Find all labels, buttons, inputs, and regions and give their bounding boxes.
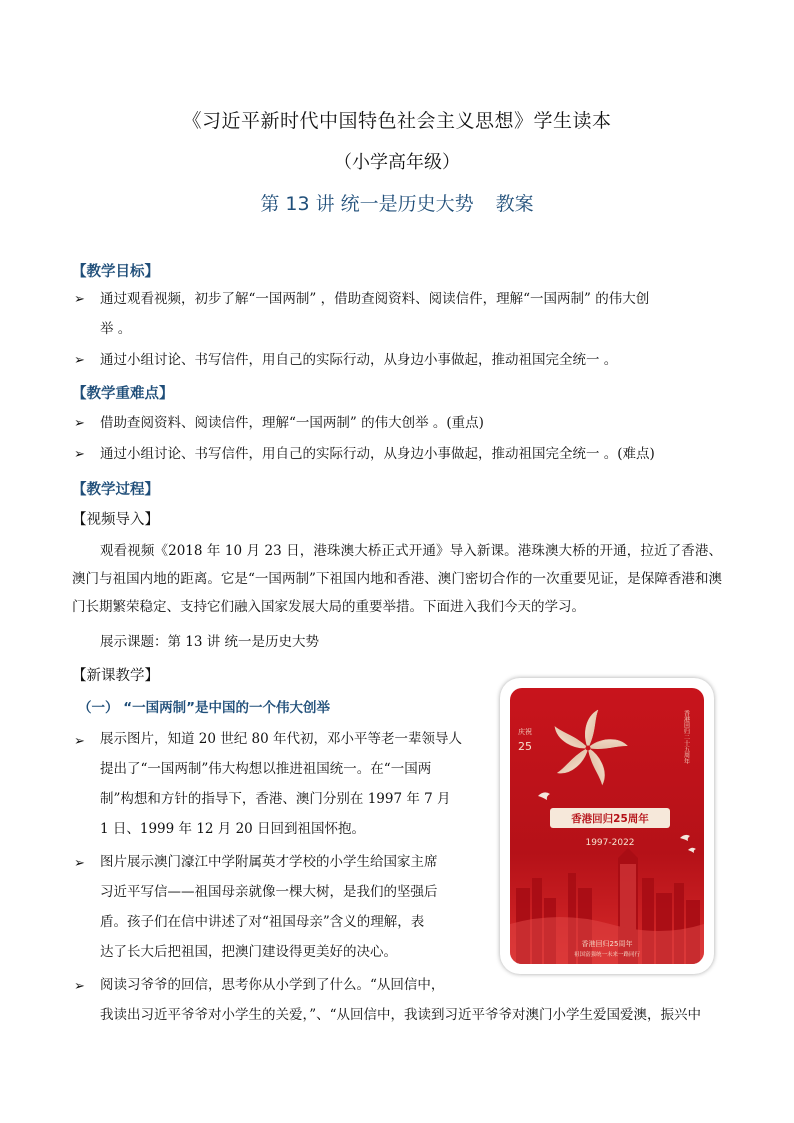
lesson-bullet-2-line3: 盾。孩子们在信中讲述了对“祖国母亲”含义的理解，表 bbox=[100, 914, 425, 930]
lesson-title bbox=[0, 189, 794, 216]
bullet-arrow-icon: ➢ bbox=[74, 353, 85, 368]
video-intro-paragraph: 观看视频《2018 年 10 月 23 日，港珠澳大桥正式开通》导入新课。港珠澳大桥的开通，拉近了香港、澳门与祖国内地的距离。它是“一国两制”下祖国内地和香港、澳门密切合作的一次重要见证，是保障香港和澳门长期繁荣稳定、支持它们融入国家发展大局的重要举措。下面进入我们今天的学习。 bbox=[72, 543, 722, 615]
poster-small-number: 25 bbox=[518, 740, 532, 753]
keypoint-1: 借助查阅资料、阅读信件，理解“一国两制” 的伟大创举 。(重点) bbox=[100, 415, 484, 431]
section-one-heading: （一） “一国两制”是中国的一个伟大创举 bbox=[78, 700, 330, 716]
lesson-bullet-2-line2: 习近平写信——祖国母亲就像一棵大树，是我们的坚强后 bbox=[100, 884, 438, 900]
grade-label: （小学高年级） bbox=[334, 152, 460, 173]
objectives-heading: 【教学目标】 bbox=[72, 264, 159, 280]
bullet-arrow-icon: ➢ bbox=[74, 447, 85, 462]
keypoint-2: 通过小组讨论、书写信件，用自己的实际行动，从身边小事做起，推动祖国完全统一 。(难点) bbox=[100, 446, 655, 462]
lesson-title-main: 第 13 讲 统一是历史大势 bbox=[260, 193, 474, 215]
lesson-bullet-2-line4: 达了长大后把祖国，把澳门建设得更美好的决心。 bbox=[100, 944, 397, 960]
objective-1-line2: 举 。 bbox=[100, 321, 132, 337]
lesson-bullet-1-line1: 展示图片，知道 20 世纪 80 年代初，邓小平等老一辈领导人 bbox=[100, 731, 463, 747]
new-lesson-heading: 【新课教学】 bbox=[72, 668, 159, 684]
document-title: 《习近平新时代中国特色社会主义思想》学生读本 bbox=[182, 110, 612, 132]
lesson-bullet-1-line4: 1 日、1999 年 12 月 20 日回到祖国怀抱。 bbox=[100, 821, 366, 837]
poster-small-label: 庆祝 bbox=[518, 728, 532, 736]
bullet-arrow-icon: ➢ bbox=[74, 856, 85, 871]
poster-image-frame bbox=[500, 678, 714, 974]
keypoints-heading: 【教学重难点】 bbox=[72, 386, 174, 402]
objective-2: 通过小组讨论、书写信件，用自己的实际行动，从身边小事做起，推动祖国完全统一 。 bbox=[100, 352, 618, 368]
lesson-bullet-2-line1: 图片展示澳门濠江中学附属英才学校的小学生给国家主席 bbox=[100, 854, 438, 870]
poster-side-text: 香港回归二十五周年 bbox=[682, 710, 690, 764]
lesson-bullet-3-line2: 我读出习近平爷爷对小学生的关爱，”、“从回信中，我读到习近平爷爷对澳门小学生爱国爱澳，振兴中 bbox=[100, 1007, 702, 1023]
lesson-bullet-1-line3: 制”构想和方针的指导下，香港、澳门分别在 1997 年 7 月 bbox=[100, 791, 451, 807]
lesson-bullet-1-line2: 提出了“一国两制”伟大构想以推进祖国统一。在“一国两 bbox=[100, 761, 432, 777]
hk-anniversary-poster bbox=[510, 688, 704, 964]
bullet-arrow-icon: ➢ bbox=[74, 292, 85, 307]
bullet-arrow-icon: ➢ bbox=[74, 416, 85, 431]
poster-main-label: 香港回归25周年 bbox=[571, 813, 649, 825]
objective-1-line1: 通过观看视频，初步了解“一国两制” ，借助查阅资料、阅读信件，理解“一国两制” 的伟大创 bbox=[100, 291, 650, 307]
video-intro-heading: 【视频导入】 bbox=[72, 512, 159, 528]
bullet-arrow-icon: ➢ bbox=[74, 734, 85, 749]
lesson-title-suffix: 教案 bbox=[495, 193, 534, 215]
process-heading: 【教学过程】 bbox=[72, 482, 159, 498]
lesson-bullet-3-line1: 阅读习爷爷的回信，思考你从小学到了什么。“从回信中， bbox=[100, 977, 445, 993]
lesson-topic: 展示课题：第 13 讲 统一是历史大势 bbox=[100, 634, 320, 650]
poster-graphic bbox=[510, 688, 704, 964]
bullet-arrow-icon: ➢ bbox=[74, 979, 85, 994]
poster-footer-1: 香港回归25周年 bbox=[581, 940, 633, 948]
poster-years: 1997-2022 bbox=[585, 838, 635, 848]
poster-footer-2: 祖国富强统一未来一路同行 bbox=[573, 952, 641, 958]
